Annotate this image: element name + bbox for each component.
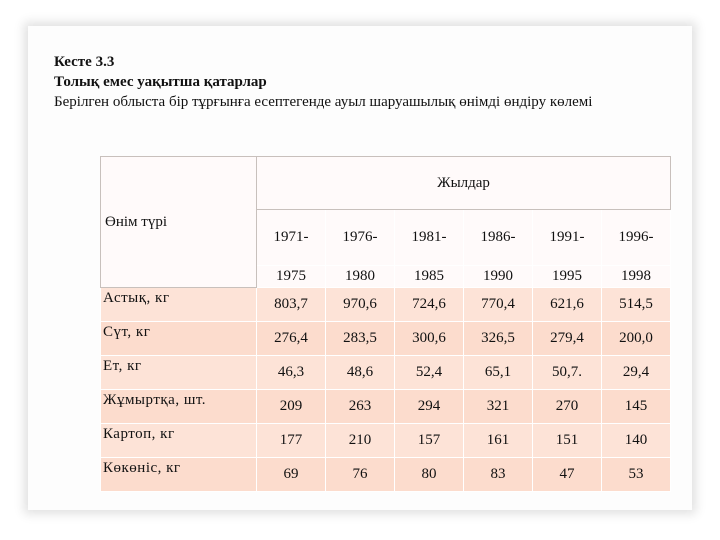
cell-value: 47	[533, 458, 602, 492]
year-end: 1980	[326, 266, 395, 288]
cell-value: 276,4	[257, 322, 326, 356]
year-end: 1975	[257, 266, 326, 288]
cell-value: 270	[533, 390, 602, 424]
product-type-header: Өнім түрі	[101, 157, 257, 288]
row-label: Астық, кг	[101, 288, 257, 322]
cell-value: 161	[464, 424, 533, 458]
table-row	[101, 458, 671, 492]
cell-value: 140	[602, 424, 671, 458]
year-start: 1986-	[464, 210, 533, 266]
table-number: Кесте 3.3	[54, 54, 115, 70]
row-label: Сүт, кг	[101, 322, 257, 356]
cell-value: 300,6	[395, 322, 464, 356]
cell-value: 210	[326, 424, 395, 458]
cell-value: 803,7	[257, 288, 326, 322]
table-row	[101, 356, 671, 390]
year-end: 1998	[602, 266, 671, 288]
year-start: 1991-	[533, 210, 602, 266]
table-description: Берілген облыста бір тұрғынға есептегенде ауыл шаруашылық өнімді өндіру көлемі	[54, 94, 593, 110]
cell-value: 83	[464, 458, 533, 492]
cell-value: 200,0	[602, 322, 671, 356]
cell-value: 29,4	[602, 356, 671, 390]
cell-value: 724,6	[395, 288, 464, 322]
heading-block	[54, 52, 674, 112]
year-end: 1990	[464, 266, 533, 288]
cell-value: 151	[533, 424, 602, 458]
cell-value: 145	[602, 390, 671, 424]
cell-value: 50,7.	[533, 356, 602, 390]
cell-value: 48,6	[326, 356, 395, 390]
row-label: Картоп, кг	[101, 424, 257, 458]
cell-value: 157	[395, 424, 464, 458]
cell-value: 65,1	[464, 356, 533, 390]
row-label: Ет, кг	[101, 356, 257, 390]
years-group-header: Жылдар	[257, 157, 671, 210]
cell-value: 177	[257, 424, 326, 458]
row-label: Көкөніс, кг	[101, 458, 257, 492]
cell-value: 970,6	[326, 288, 395, 322]
production-table	[100, 156, 671, 492]
cell-value: 294	[395, 390, 464, 424]
year-end: 1995	[533, 266, 602, 288]
year-start: 1996-	[602, 210, 671, 266]
cell-value: 53	[602, 458, 671, 492]
cell-value: 326,5	[464, 322, 533, 356]
cell-value: 69	[257, 458, 326, 492]
cell-value: 279,4	[533, 322, 602, 356]
table-row	[101, 322, 671, 356]
cell-value: 321	[464, 390, 533, 424]
year-start: 1971-	[257, 210, 326, 266]
year-start: 1976-	[326, 210, 395, 266]
cell-value: 770,4	[464, 288, 533, 322]
year-end: 1985	[395, 266, 464, 288]
cell-value: 283,5	[326, 322, 395, 356]
cell-value: 621,6	[533, 288, 602, 322]
table-row	[101, 288, 671, 322]
cell-value: 80	[395, 458, 464, 492]
cell-value: 514,5	[602, 288, 671, 322]
cell-value: 46,3	[257, 356, 326, 390]
cell-value: 52,4	[395, 356, 464, 390]
year-start: 1981-	[395, 210, 464, 266]
table-row	[101, 424, 671, 458]
table-subtitle: Толық емес уақытша қатарлар	[54, 74, 267, 90]
cell-value: 209	[257, 390, 326, 424]
table-row	[101, 390, 671, 424]
row-label: Жұмыртқа, шт.	[101, 390, 257, 424]
cell-value: 76	[326, 458, 395, 492]
cell-value: 263	[326, 390, 395, 424]
